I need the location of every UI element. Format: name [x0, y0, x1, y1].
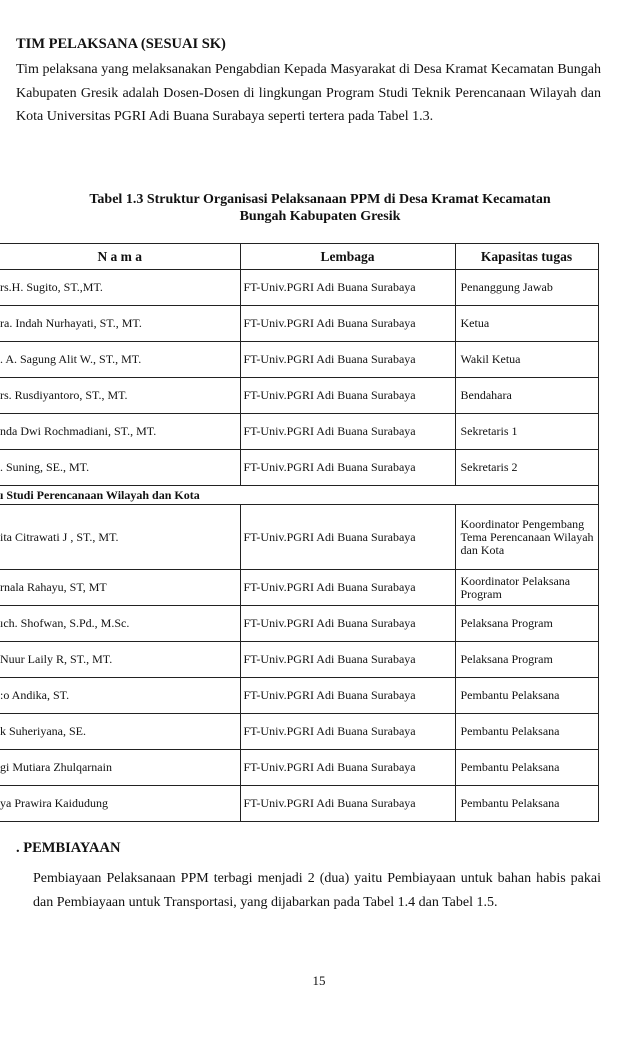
cell-lembaga: FT-Univ.PGRI Adi Buana Surabaya — [240, 306, 455, 342]
cell-nama: ita Citrawati J , ST., MT. — [0, 505, 240, 570]
cell-tugas: Bendahara — [455, 378, 598, 414]
organization-table — [0, 243, 599, 822]
table-row — [0, 750, 598, 786]
cell-lembaga: FT-Univ.PGRI Adi Buana Surabaya — [240, 342, 455, 378]
table-caption — [40, 191, 600, 225]
cell-lembaga: FT-Univ.PGRI Adi Buana Surabaya — [240, 750, 455, 786]
table-row — [0, 414, 598, 450]
intro-paragraph: Tim pelaksana yang melaksanakan Pengabdian Kepada Masyarakat di Desa Kramat Kecamatan Bungah Kabupaten Gresik adalah Dosen-Dosen di lingkungan Program Studi Teknik Perencanaan Wilayah dan Kota Universitas PGRI Adi Buana Surabaya seperti tertera pada Tabel 1.3. — [16, 62, 601, 124]
cell-nama: . A. Sagung Alit W., ST., MT. — [0, 342, 240, 378]
cell-nama: rnala Rahayu, ST, MT — [0, 570, 240, 606]
cell-tugas: Pembantu Pelaksana — [455, 678, 598, 714]
cell-lembaga: FT-Univ.PGRI Adi Buana Surabaya — [240, 606, 455, 642]
cell-tugas: Sekretaris 2 — [455, 450, 598, 486]
cell-tugas: Penanggung Jawab — [455, 270, 598, 306]
cell-lembaga: FT-Univ.PGRI Adi Buana Surabaya — [240, 505, 455, 570]
cell-tugas: Pembantu Pelaksana — [455, 714, 598, 750]
cell-tugas: Pembantu Pelaksana — [455, 786, 598, 822]
table-group-row — [0, 486, 598, 505]
table-row — [0, 270, 598, 306]
table-row — [0, 505, 598, 570]
cell-tugas: Pelaksana Program — [455, 642, 598, 678]
cell-nama: gi Mutiara Zhulqarnain — [0, 750, 240, 786]
cell-tugas: Koordinator Pelaksana Program — [455, 570, 598, 606]
group-label: ı Studi Perencanaan Wilayah dan Kota — [0, 486, 598, 505]
table-header-row — [0, 244, 598, 270]
cell-nama: nda Dwi Rochmadiani, ST., MT. — [0, 414, 240, 450]
table-row — [0, 678, 598, 714]
table-row — [0, 306, 598, 342]
section-title: TIM PELAKSANA (SESUAI SK) — [16, 36, 226, 52]
cell-nama: ıch. Shofwan, S.Pd., M.Sc. — [0, 606, 240, 642]
cell-lembaga: FT-Univ.PGRI Adi Buana Surabaya — [240, 270, 455, 306]
table-row — [0, 714, 598, 750]
cell-lembaga: FT-Univ.PGRI Adi Buana Surabaya — [240, 378, 455, 414]
table-row — [0, 450, 598, 486]
cell-lembaga: FT-Univ.PGRI Adi Buana Surabaya — [240, 642, 455, 678]
cell-nama: ra. Indah Nurhayati, ST., MT. — [0, 306, 240, 342]
cell-lembaga: FT-Univ.PGRI Adi Buana Surabaya — [240, 714, 455, 750]
cell-lembaga: FT-Univ.PGRI Adi Buana Surabaya — [240, 450, 455, 486]
table-row — [0, 342, 598, 378]
table-row — [0, 786, 598, 822]
cell-nama: Nuur Laily R, ST., MT. — [0, 642, 240, 678]
table-row — [0, 378, 598, 414]
cell-tugas: Pembantu Pelaksana — [455, 750, 598, 786]
header-kapasitas-tugas: Kapasitas tugas — [455, 244, 598, 270]
cell-tugas: Pelaksana Program — [455, 606, 598, 642]
cell-tugas: Koordinator Pengembang Tema Perencanaan Wilayah dan Kota — [455, 505, 598, 570]
table-row — [0, 570, 598, 606]
cell-lembaga: FT-Univ.PGRI Adi Buana Surabaya — [240, 414, 455, 450]
cell-tugas: Ketua — [455, 306, 598, 342]
table-caption-line-2: Bungah Kabupaten Gresik — [239, 209, 401, 224]
table-row — [0, 606, 598, 642]
pembiayaan-paragraph: Pembiayaan Pelaksanaan PPM terbagi menjadi 2 (dua) yaitu Pembiayaan untuk bahan habis pakai dan Pembiayaan untuk Transportasi, yang dijabarkan pada Tabel 1.4 dan Tabel 1.5. — [33, 871, 601, 910]
cell-lembaga: FT-Univ.PGRI Adi Buana Surabaya — [240, 678, 455, 714]
cell-nama: . Suning, SE., MT. — [0, 450, 240, 486]
subsection-title: . PEMBIAYAAN — [16, 840, 121, 856]
table-row — [0, 642, 598, 678]
cell-tugas: Wakil Ketua — [455, 342, 598, 378]
header-nama: N a m a — [0, 244, 240, 270]
page-number: 15 — [312, 973, 326, 988]
table-caption-line-1: Tabel 1.3 Struktur Organisasi Pelaksanaan PPM di Desa Kramat Kecamatan — [89, 192, 551, 207]
cell-lembaga: FT-Univ.PGRI Adi Buana Surabaya — [240, 570, 455, 606]
cell-nama: ya Prawira Kaidudung — [0, 786, 240, 822]
cell-nama: rs.H. Sugito, ST.,MT. — [0, 270, 240, 306]
cell-tugas: Sekretaris 1 — [455, 414, 598, 450]
cell-lembaga: FT-Univ.PGRI Adi Buana Surabaya — [240, 786, 455, 822]
cell-nama: rs. Rusdiyantoro, ST., MT. — [0, 378, 240, 414]
cell-nama: :o Andika, ST. — [0, 678, 240, 714]
header-lembaga: Lembaga — [240, 244, 455, 270]
cell-nama: k Suheriyana, SE. — [0, 714, 240, 750]
